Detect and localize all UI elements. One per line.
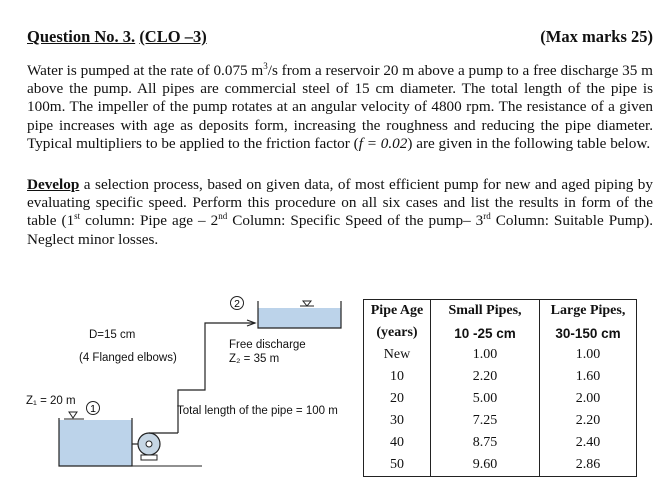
lower-water-level-icon bbox=[69, 412, 77, 418]
upper-water-level-icon bbox=[303, 301, 311, 306]
problem-statement bbox=[27, 62, 653, 153]
table-row bbox=[364, 344, 637, 366]
cell-age: New bbox=[364, 344, 431, 366]
table-row bbox=[364, 410, 637, 432]
cell-small: 1.00 bbox=[431, 344, 540, 366]
upper-reservoir-water bbox=[258, 308, 341, 328]
z2-label: Z₂ = 35 m bbox=[229, 353, 280, 365]
max-marks: (Max marks 25) bbox=[540, 27, 653, 46]
friction-multiplier-table bbox=[363, 299, 637, 477]
cell-large: 2.00 bbox=[575, 391, 601, 406]
cell-large: 2.20 bbox=[575, 413, 601, 428]
header-large-range: 30-150 cm bbox=[555, 325, 621, 341]
table-subheader-row bbox=[364, 322, 637, 344]
header-small-pipes: Small Pipes, bbox=[431, 300, 540, 323]
pump-system-diagram bbox=[22, 292, 362, 482]
free-discharge-label: Free discharge bbox=[229, 339, 306, 351]
para1-text-a: Water is pumped at the rate of 0.075 m bbox=[27, 62, 264, 79]
develop-keyword: Develop bbox=[27, 176, 80, 193]
header-large-pipes: Large Pipes, bbox=[550, 303, 626, 318]
cell-age: 30 bbox=[364, 410, 431, 432]
point-1-label: 1 bbox=[90, 403, 96, 415]
cell-age: 40 bbox=[364, 432, 431, 454]
table-row bbox=[364, 432, 637, 454]
cell-large: 1.00 bbox=[575, 347, 601, 362]
table-header-row bbox=[364, 300, 637, 323]
superscript-cube: 3 bbox=[263, 60, 268, 71]
superscript-nd: nd bbox=[218, 211, 228, 222]
table-row bbox=[364, 454, 637, 477]
total-length-label: Total length of the pipe = 100 m bbox=[177, 405, 338, 417]
table-row bbox=[364, 388, 637, 410]
header-small-range: 10 -25 cm bbox=[431, 322, 540, 344]
para2-text-c: Column: Specific Speed of the pump– 3 bbox=[227, 212, 484, 230]
cell-large: 2.86 bbox=[575, 457, 601, 472]
cell-large: 1.60 bbox=[575, 369, 601, 384]
cell-age: 50 bbox=[364, 454, 431, 477]
table-row bbox=[364, 366, 637, 388]
para1-text-b: /s from a reservoir 20 m above a pump to a free discharge 35 m above the pump. All pipes are commercial steel of 15 cm diameter. The total length of the pipe is 100m. The impeller of the pump rotates at an angular velocity of 4800 rpm. The resistance of a given pipe increases with age as deposits form, increasing the roughness and reducing the pipe diameter. Typical multipliers to be applied to the friction factor ( bbox=[27, 62, 653, 152]
cell-small: 5.00 bbox=[431, 388, 540, 410]
pump-base bbox=[141, 455, 157, 460]
cell-age: 10 bbox=[364, 366, 431, 388]
para2-text-a: a selection process, based on given data, of most efficient pump for new and aged piping by evaluating specific speed. Perform this procedure on all six cases and list the results in form of the table (1 bbox=[27, 176, 653, 230]
z1-label: Z₁ = 20 m bbox=[26, 395, 76, 407]
pipe-diameter-label: D=15 cm bbox=[89, 329, 136, 341]
para1-text-c: ) are given in the following table below. bbox=[407, 134, 651, 152]
friction-factor: f = 0.02 bbox=[358, 134, 408, 152]
pump-impeller bbox=[146, 441, 152, 447]
lower-reservoir-water bbox=[59, 420, 132, 466]
elbows-label: (4 Flanged elbows) bbox=[79, 352, 177, 364]
point-2-label: 2 bbox=[234, 298, 240, 310]
task-statement bbox=[27, 176, 653, 249]
pump-schematic bbox=[22, 292, 362, 482]
cell-small: 7.25 bbox=[431, 410, 540, 432]
question-header bbox=[27, 27, 653, 49]
header-pipe-age: Pipe Age bbox=[364, 300, 431, 323]
clo-label: (CLO –3) bbox=[139, 27, 207, 46]
cell-small: 9.60 bbox=[431, 454, 540, 477]
question-title bbox=[27, 27, 207, 47]
superscript-rd: rd bbox=[483, 211, 491, 222]
cell-age: 20 bbox=[364, 388, 431, 410]
para2-text-b: column: Pipe age – 2 bbox=[80, 212, 219, 230]
cell-large: 2.40 bbox=[575, 435, 601, 450]
superscript-st: st bbox=[74, 211, 81, 222]
question-number: Question No. 3. bbox=[27, 27, 136, 46]
para2-text-d: Column: Suitable Pump). Neglect minor losses. bbox=[27, 212, 654, 248]
header-years: (years) bbox=[364, 322, 431, 344]
cell-small: 2.20 bbox=[431, 366, 540, 388]
cell-small: 8.75 bbox=[431, 432, 540, 454]
